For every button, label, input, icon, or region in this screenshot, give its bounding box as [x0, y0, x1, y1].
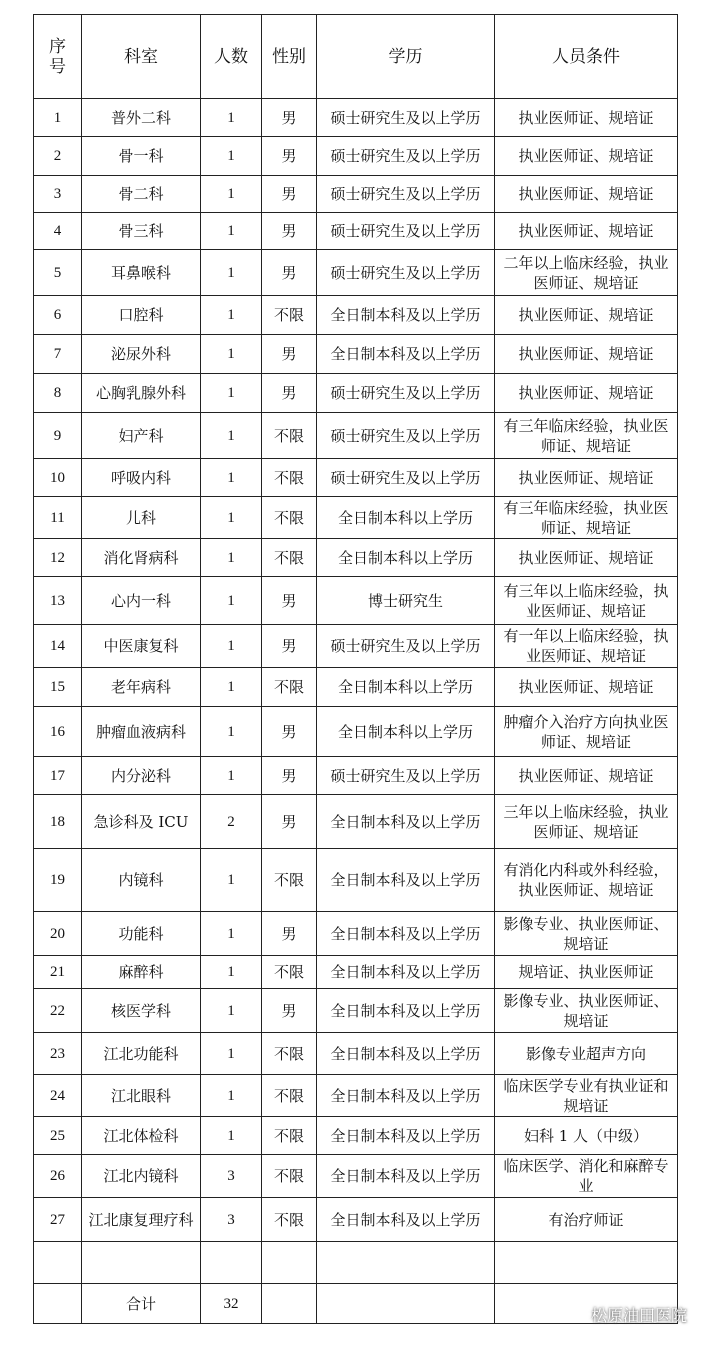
- header-seq-label: 序 号: [49, 36, 66, 76]
- cell-gender: 不限: [262, 668, 317, 707]
- cell-requirements: 规培证、执业医师证: [495, 956, 678, 989]
- cell-requirements: 执业医师证、规培证: [495, 459, 678, 497]
- table-row: [34, 849, 678, 912]
- empty-cell: [262, 1284, 317, 1324]
- watermark-text: 松原油田医院: [591, 1305, 688, 1325]
- table-row: [34, 176, 678, 213]
- table-row: [34, 497, 678, 539]
- table-row: [34, 757, 678, 795]
- cell-education: 全日制本科以上学历: [317, 668, 495, 707]
- cell-requirements: 有三年临床经验，执业医师证、规培证: [495, 413, 678, 459]
- cell-count: 2: [201, 795, 262, 849]
- table-row: [34, 912, 678, 956]
- cell-seq: 21: [34, 956, 82, 989]
- cell-gender: 不限: [262, 413, 317, 459]
- header-count: 人数: [201, 15, 262, 99]
- cell-dept: 内分泌科: [82, 757, 201, 795]
- header-requirements: 人员条件: [495, 15, 678, 99]
- cell-count: 1: [201, 137, 262, 176]
- empty-cell: [317, 1242, 495, 1284]
- cell-dept: 儿科: [82, 497, 201, 539]
- cell-education: 全日制本科及以上学历: [317, 335, 495, 374]
- cell-seq: 6: [34, 296, 82, 335]
- cell-requirements: 有消化内科或外科经验，执业医师证、规培证: [495, 849, 678, 912]
- cell-education: 全日制本科及以上学历: [317, 1033, 495, 1075]
- cell-education: 全日制本科以上学历: [317, 497, 495, 539]
- cell-education: 博士研究生: [317, 577, 495, 625]
- cell-seq: 9: [34, 413, 82, 459]
- cell-count: 1: [201, 1033, 262, 1075]
- cell-education: 硕士研究生及以上学历: [317, 213, 495, 250]
- cell-count: 1: [201, 1075, 262, 1117]
- cell-gender: 男: [262, 757, 317, 795]
- table-row: [34, 625, 678, 668]
- cell-seq: 14: [34, 625, 82, 668]
- cell-education: 全日制本科及以上学历: [317, 1198, 495, 1242]
- cell-gender: 不限: [262, 849, 317, 912]
- cell-dept: 肿瘤血液病科: [82, 707, 201, 757]
- cell-requirements: 临床医学专业有执业证和规培证: [495, 1075, 678, 1117]
- cell-seq: 25: [34, 1117, 82, 1155]
- cell-dept: 核医学科: [82, 989, 201, 1033]
- cell-education: 硕士研究生及以上学历: [317, 99, 495, 137]
- cell-gender: 男: [262, 989, 317, 1033]
- table-row: [34, 296, 678, 335]
- cell-seq: 22: [34, 989, 82, 1033]
- cell-count: 1: [201, 250, 262, 296]
- cell-count: 1: [201, 849, 262, 912]
- cell-count: 1: [201, 989, 262, 1033]
- cell-requirements: 有治疗师证: [495, 1198, 678, 1242]
- cell-dept: 江北功能科: [82, 1033, 201, 1075]
- cell-dept: 内镜科: [82, 849, 201, 912]
- cell-dept: 泌尿外科: [82, 335, 201, 374]
- cell-count: 1: [201, 176, 262, 213]
- cell-seq: 18: [34, 795, 82, 849]
- header-education: 学历: [317, 15, 495, 99]
- cell-count: 1: [201, 707, 262, 757]
- cell-seq: 11: [34, 497, 82, 539]
- table-row: [34, 668, 678, 707]
- cell-requirements: 肿瘤介入治疗方向执业医师证、规培证: [495, 707, 678, 757]
- cell-education: 全日制本科及以上学历: [317, 912, 495, 956]
- total-label: 合计: [82, 1284, 201, 1324]
- table-row: [34, 956, 678, 989]
- total-count: 32: [201, 1284, 262, 1324]
- cell-education: 硕士研究生及以上学历: [317, 459, 495, 497]
- cell-seq: 4: [34, 213, 82, 250]
- cell-count: 1: [201, 99, 262, 137]
- cell-requirements: 执业医师证、规培证: [495, 296, 678, 335]
- cell-seq: 16: [34, 707, 82, 757]
- cell-requirements: 执业医师证、规培证: [495, 213, 678, 250]
- cell-gender: 男: [262, 137, 317, 176]
- cell-dept: 老年病科: [82, 668, 201, 707]
- cell-dept: 江北内镜科: [82, 1155, 201, 1198]
- cell-count: 1: [201, 335, 262, 374]
- table-row: [34, 795, 678, 849]
- cell-seq: 27: [34, 1198, 82, 1242]
- cell-education: 全日制本科及以上学历: [317, 296, 495, 335]
- cell-seq: 8: [34, 374, 82, 413]
- cell-dept: 妇产科: [82, 413, 201, 459]
- cell-gender: 不限: [262, 1155, 317, 1198]
- cell-dept: 耳鼻喉科: [82, 250, 201, 296]
- cell-count: 1: [201, 459, 262, 497]
- cell-dept: 普外二科: [82, 99, 201, 137]
- cell-requirements: 影像专业超声方向: [495, 1033, 678, 1075]
- cell-gender: 不限: [262, 497, 317, 539]
- cell-seq: 12: [34, 539, 82, 577]
- empty-cell: [317, 1284, 495, 1324]
- cell-requirements: 执业医师证、规培证: [495, 374, 678, 413]
- table-row: [34, 459, 678, 497]
- cell-dept: 麻醉科: [82, 956, 201, 989]
- cell-count: 1: [201, 577, 262, 625]
- cell-count: 1: [201, 413, 262, 459]
- table-row: [34, 335, 678, 374]
- cell-education: 硕士研究生及以上学历: [317, 413, 495, 459]
- cell-education: 硕士研究生及以上学历: [317, 176, 495, 213]
- blank-row: [34, 1242, 678, 1284]
- cell-count: 1: [201, 374, 262, 413]
- cell-count: 1: [201, 625, 262, 668]
- cell-dept: 口腔科: [82, 296, 201, 335]
- empty-cell: [201, 1242, 262, 1284]
- cell-requirements: 执业医师证、规培证: [495, 137, 678, 176]
- cell-education: 硕士研究生及以上学历: [317, 374, 495, 413]
- cell-count: 1: [201, 539, 262, 577]
- cell-requirements: 执业医师证、规培证: [495, 668, 678, 707]
- cell-education: 全日制本科及以上学历: [317, 1117, 495, 1155]
- cell-gender: 男: [262, 374, 317, 413]
- table-row: [34, 1075, 678, 1117]
- cell-gender: 男: [262, 795, 317, 849]
- cell-count: 1: [201, 668, 262, 707]
- empty-cell: [495, 1242, 678, 1284]
- table-row: [34, 1033, 678, 1075]
- table-row: [34, 577, 678, 625]
- cell-education: 硕士研究生及以上学历: [317, 137, 495, 176]
- cell-dept: 急诊科及 ICU: [82, 795, 201, 849]
- recruitment-table: [33, 14, 678, 1324]
- table-row: [34, 99, 678, 137]
- cell-education: 全日制本科及以上学历: [317, 849, 495, 912]
- cell-dept: 心内一科: [82, 577, 201, 625]
- cell-gender: 男: [262, 912, 317, 956]
- cell-seq: 15: [34, 668, 82, 707]
- cell-education: 全日制本科及以上学历: [317, 989, 495, 1033]
- cell-requirements: 影像专业、执业医师证、规培证: [495, 912, 678, 956]
- cell-gender: 不限: [262, 459, 317, 497]
- table-row: [34, 1155, 678, 1198]
- cell-gender: 男: [262, 577, 317, 625]
- empty-cell: [34, 1242, 82, 1284]
- cell-requirements: 有一年以上临床经验，执业医师证、规培证: [495, 625, 678, 668]
- header-seq: [34, 15, 82, 99]
- cell-dept: 功能科: [82, 912, 201, 956]
- cell-seq: 19: [34, 849, 82, 912]
- cell-dept: 消化肾病科: [82, 539, 201, 577]
- cell-requirements: 执业医师证、规培证: [495, 539, 678, 577]
- cell-gender: 男: [262, 250, 317, 296]
- table-row: [34, 707, 678, 757]
- cell-seq: 2: [34, 137, 82, 176]
- table-row: [34, 374, 678, 413]
- table-row: [34, 137, 678, 176]
- cell-seq: 17: [34, 757, 82, 795]
- table-body: [34, 99, 678, 1324]
- cell-gender: 不限: [262, 1033, 317, 1075]
- cell-gender: 男: [262, 99, 317, 137]
- cell-seq: 1: [34, 99, 82, 137]
- cell-requirements: 执业医师证、规培证: [495, 757, 678, 795]
- wechat-icon: [565, 1304, 587, 1324]
- cell-dept: 骨二科: [82, 176, 201, 213]
- cell-education: 全日制本科及以上学历: [317, 795, 495, 849]
- cell-requirements: 妇科 1 人（中级）: [495, 1117, 678, 1155]
- cell-seq: 20: [34, 912, 82, 956]
- cell-requirements: 执业医师证、规培证: [495, 176, 678, 213]
- cell-education: 硕士研究生及以上学历: [317, 250, 495, 296]
- cell-count: 1: [201, 213, 262, 250]
- table-row: [34, 1117, 678, 1155]
- header-gender: 性别: [262, 15, 317, 99]
- cell-dept: 呼吸内科: [82, 459, 201, 497]
- cell-gender: 男: [262, 707, 317, 757]
- cell-seq: 26: [34, 1155, 82, 1198]
- table-row: [34, 989, 678, 1033]
- cell-requirements: 有三年以上临床经验，执业医师证、规培证: [495, 577, 678, 625]
- cell-gender: 不限: [262, 539, 317, 577]
- cell-requirements: 执业医师证、规培证: [495, 335, 678, 374]
- cell-seq: 10: [34, 459, 82, 497]
- cell-education: 全日制本科及以上学历: [317, 1075, 495, 1117]
- cell-dept: 骨一科: [82, 137, 201, 176]
- cell-requirements: 有三年临床经验，执业医师证、规培证: [495, 497, 678, 539]
- cell-count: 1: [201, 956, 262, 989]
- watermark: [565, 1301, 710, 1327]
- table-row: [34, 539, 678, 577]
- cell-count: 1: [201, 757, 262, 795]
- empty-cell: [34, 1284, 82, 1324]
- cell-gender: 不限: [262, 1198, 317, 1242]
- cell-count: 1: [201, 296, 262, 335]
- cell-gender: 男: [262, 213, 317, 250]
- table-row: [34, 413, 678, 459]
- cell-gender: 男: [262, 335, 317, 374]
- header-dept: 科室: [82, 15, 201, 99]
- cell-gender: 男: [262, 625, 317, 668]
- cell-requirements: 二年以上临床经验，执业医师证、规培证: [495, 250, 678, 296]
- table-row: [34, 1198, 678, 1242]
- cell-count: 3: [201, 1155, 262, 1198]
- cell-dept: 江北康复理疗科: [82, 1198, 201, 1242]
- cell-gender: 男: [262, 176, 317, 213]
- cell-education: 全日制本科以上学历: [317, 539, 495, 577]
- empty-cell: [262, 1242, 317, 1284]
- cell-dept: 中医康复科: [82, 625, 201, 668]
- cell-seq: 24: [34, 1075, 82, 1117]
- table-row: [34, 250, 678, 296]
- cell-education: 硕士研究生及以上学历: [317, 625, 495, 668]
- table-row: [34, 213, 678, 250]
- cell-gender: 不限: [262, 956, 317, 989]
- cell-gender: 不限: [262, 1075, 317, 1117]
- cell-requirements: 影像专业、执业医师证、规培证: [495, 989, 678, 1033]
- cell-count: 1: [201, 497, 262, 539]
- cell-gender: 不限: [262, 1117, 317, 1155]
- cell-seq: 7: [34, 335, 82, 374]
- cell-education: 硕士研究生及以上学历: [317, 757, 495, 795]
- cell-seq: 3: [34, 176, 82, 213]
- empty-cell: [82, 1242, 201, 1284]
- cell-seq: 13: [34, 577, 82, 625]
- cell-dept: 心胸乳腺外科: [82, 374, 201, 413]
- cell-dept: 江北体检科: [82, 1117, 201, 1155]
- cell-requirements: 三年以上临床经验，执业医师证、规培证: [495, 795, 678, 849]
- cell-education: 全日制本科及以上学历: [317, 1155, 495, 1198]
- cell-dept: 江北眼科: [82, 1075, 201, 1117]
- cell-seq: 23: [34, 1033, 82, 1075]
- cell-education: 全日制本科以上学历: [317, 707, 495, 757]
- cell-gender: 不限: [262, 296, 317, 335]
- cell-education: 全日制本科及以上学历: [317, 956, 495, 989]
- cell-requirements: 执业医师证、规培证: [495, 99, 678, 137]
- cell-seq: 5: [34, 250, 82, 296]
- cell-count: 1: [201, 912, 262, 956]
- cell-requirements: 临床医学、消化和麻醉专业: [495, 1155, 678, 1198]
- cell-count: 3: [201, 1198, 262, 1242]
- cell-dept: 骨三科: [82, 213, 201, 250]
- cell-count: 1: [201, 1117, 262, 1155]
- header-row: [34, 15, 678, 99]
